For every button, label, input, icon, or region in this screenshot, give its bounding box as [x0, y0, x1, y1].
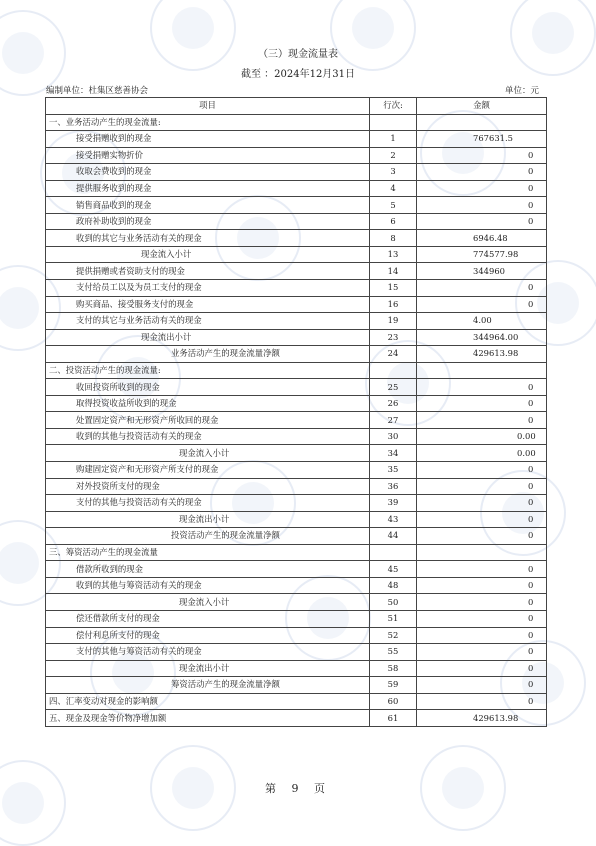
table-row: [46, 511, 547, 528]
row-amount: 774577.98: [417, 246, 547, 263]
row-item: 投资活动产生的现金流量净额: [46, 528, 370, 545]
row-line-no: 30: [370, 428, 417, 445]
row-amount: 0: [417, 197, 547, 214]
table-row: [46, 561, 547, 578]
row-item: 对外投资所支付的现金: [46, 478, 370, 495]
row-item: 收取会费收到的现金: [46, 164, 370, 181]
row-line-no: 6: [370, 213, 417, 230]
table-row: [46, 362, 547, 379]
table-row: [46, 610, 547, 627]
row-line-no: [370, 362, 417, 379]
row-line-no: 50: [370, 594, 417, 611]
row-amount: 0: [417, 296, 547, 313]
table-row: [46, 693, 547, 710]
table-row: [46, 213, 547, 230]
row-item: 五、现金及现金等价物净增加额: [46, 710, 370, 727]
table-row: [46, 577, 547, 594]
row-amount: 0: [417, 164, 547, 181]
row-item: 支付的其他与筹资活动有关的现金: [46, 644, 370, 661]
row-amount: 0.00: [417, 445, 547, 462]
row-item: 支付的其它与业务活动有关的现金: [46, 313, 370, 330]
currency-unit-label: 单位：元: [505, 86, 540, 96]
row-amount: 0: [417, 610, 547, 627]
row-amount: 4.00: [417, 313, 547, 330]
row-amount: [417, 362, 547, 379]
table-row: [46, 528, 547, 545]
row-line-no: 43: [370, 511, 417, 528]
table-row: [46, 428, 547, 445]
watermark-seal: [150, 0, 236, 71]
row-amount: 6946.48: [417, 230, 547, 247]
table-row: [46, 478, 547, 495]
row-item: 借款所收到的现金: [46, 561, 370, 578]
row-item: 购建固定资产和无形资产所支付的现金: [46, 462, 370, 479]
row-item: 现金流入小计: [46, 594, 370, 611]
row-item: 提供捐赠或者资助支付的现金: [46, 263, 370, 280]
row-amount: 429613.98: [417, 710, 547, 727]
row-line-no: 55: [370, 644, 417, 661]
row-line-no: 1: [370, 131, 417, 148]
row-line-no: 36: [370, 478, 417, 495]
row-line-no: 61: [370, 710, 417, 727]
row-item: 提供服务收到的现金: [46, 180, 370, 197]
table-row: [46, 114, 547, 131]
row-line-no: 60: [370, 693, 417, 710]
table-row: [46, 677, 547, 694]
table-row: [46, 395, 547, 412]
row-item: 收到的其他与投资活动有关的现金: [46, 428, 370, 445]
row-amount: 0: [417, 395, 547, 412]
row-line-no: 34: [370, 445, 417, 462]
table-row: [46, 627, 547, 644]
table-row: [46, 296, 547, 313]
row-item: 业务活动产生的现金流量净额: [46, 346, 370, 363]
row-amount: 0.00: [417, 428, 547, 445]
table-row: [46, 379, 547, 396]
table-row: [46, 462, 547, 479]
table-row: [46, 412, 547, 429]
row-amount: 0: [417, 561, 547, 578]
row-item: 现金流出小计: [46, 660, 370, 677]
row-amount: 767631.5: [417, 131, 547, 148]
row-amount: [417, 114, 547, 131]
table-header-row: [46, 98, 547, 115]
row-line-no: [370, 544, 417, 561]
row-line-no: 8: [370, 230, 417, 247]
row-amount: 0: [417, 412, 547, 429]
header-line-no: 行次:: [370, 98, 417, 115]
row-item: 筹资活动产生的现金流量净额: [46, 677, 370, 694]
row-amount: 0: [417, 180, 547, 197]
row-item: 四、汇率变动对现金的影响额: [46, 693, 370, 710]
row-item: 二、投资活动产生的现金流量:: [46, 362, 370, 379]
row-item: 收到的其他与筹资活动有关的现金: [46, 577, 370, 594]
row-item: 接受捐赠实物折价: [46, 147, 370, 164]
header-item: 项目: [46, 98, 370, 115]
table-row: [46, 313, 547, 330]
table-row: [46, 147, 547, 164]
row-item: 偿还借款所支付的现金: [46, 610, 370, 627]
table-row: [46, 495, 547, 512]
row-item: 接受捐赠收到的现金: [46, 131, 370, 148]
document-title: （三）现金流量表: [258, 49, 338, 60]
table-row: [46, 710, 547, 727]
table-row: [46, 131, 547, 148]
row-line-no: 59: [370, 677, 417, 694]
table-row: [46, 544, 547, 561]
row-amount: 0: [417, 660, 547, 677]
row-item: 销售商品收到的现金: [46, 197, 370, 214]
row-item: 处置固定资产和无形资产所收回的现金: [46, 412, 370, 429]
row-line-no: 3: [370, 164, 417, 181]
row-amount: 0: [417, 511, 547, 528]
row-item: 购买商品、接受服务支付的现金: [46, 296, 370, 313]
table-row: [46, 263, 547, 280]
row-line-no: 13: [370, 246, 417, 263]
row-item: 三、筹资活动产生的现金流量: [46, 544, 370, 561]
table-row: [46, 445, 547, 462]
row-line-no: 16: [370, 296, 417, 313]
row-amount: 0: [417, 213, 547, 230]
row-line-no: 2: [370, 147, 417, 164]
row-amount: 0: [417, 280, 547, 297]
row-line-no: 23: [370, 329, 417, 346]
report-date: 截至 ：2024年12月31日: [240, 69, 356, 80]
table-row: [46, 329, 547, 346]
row-line-no: 35: [370, 462, 417, 479]
row-line-no: [370, 114, 417, 131]
row-item: 一、业务活动产生的现金流量:: [46, 114, 370, 131]
row-item: 现金流入小计: [46, 445, 370, 462]
table-row: [46, 246, 547, 263]
watermark-seal: [0, 760, 66, 846]
row-line-no: 26: [370, 395, 417, 412]
row-line-no: 48: [370, 577, 417, 594]
header-amount: 金额: [417, 98, 547, 115]
row-item: 现金流出小计: [46, 511, 370, 528]
row-line-no: 24: [370, 346, 417, 363]
row-item: 收回投资所收到的现金: [46, 379, 370, 396]
row-line-no: 4: [370, 180, 417, 197]
organization-label: 编制单位：杜集区慈善协会: [46, 86, 149, 96]
row-line-no: 15: [370, 280, 417, 297]
row-amount: 0: [417, 693, 547, 710]
row-amount: 0: [417, 594, 547, 611]
table-row: [46, 594, 547, 611]
table-row: [46, 280, 547, 297]
row-line-no: 51: [370, 610, 417, 627]
table-row: [46, 644, 547, 661]
row-line-no: 39: [370, 495, 417, 512]
row-amount: 344960: [417, 263, 547, 280]
cash-flow-table: [45, 97, 547, 727]
table-row: [46, 230, 547, 247]
row-item: 支付给员工以及为员工支付的现金: [46, 280, 370, 297]
table-row: [46, 660, 547, 677]
table-row: [46, 164, 547, 181]
row-item: 支付的其他与投资活动有关的现金: [46, 495, 370, 512]
row-amount: 0: [417, 528, 547, 545]
row-line-no: 19: [370, 313, 417, 330]
row-item: 现金流入小计: [46, 246, 370, 263]
row-line-no: 58: [370, 660, 417, 677]
row-amount: 0: [417, 495, 547, 512]
row-item: 政府补助收到的现金: [46, 213, 370, 230]
watermark-seal: [330, 0, 416, 71]
row-amount: 0: [417, 644, 547, 661]
row-amount: 0: [417, 462, 547, 479]
row-amount: 0: [417, 577, 547, 594]
row-amount: 344964.00: [417, 329, 547, 346]
row-line-no: 44: [370, 528, 417, 545]
row-amount: 0: [417, 627, 547, 644]
row-line-no: 25: [370, 379, 417, 396]
row-item: 取得投资收益所收到的现金: [46, 395, 370, 412]
row-amount: 0: [417, 677, 547, 694]
table-row: [46, 197, 547, 214]
row-item: 现金流出小计: [46, 329, 370, 346]
table-row: [46, 346, 547, 363]
row-line-no: 5: [370, 197, 417, 214]
row-amount: 0: [417, 379, 547, 396]
table-row: [46, 180, 547, 197]
row-item: 收到的其它与业务活动有关的现金: [46, 230, 370, 247]
row-amount: 0: [417, 147, 547, 164]
row-line-no: 45: [370, 561, 417, 578]
row-amount: 429613.98: [417, 346, 547, 363]
row-line-no: 14: [370, 263, 417, 280]
row-line-no: 52: [370, 627, 417, 644]
row-amount: 0: [417, 478, 547, 495]
row-amount: [417, 544, 547, 561]
page-number: 第 9 页: [265, 782, 331, 795]
row-item: 偿付利息所支付的现金: [46, 627, 370, 644]
row-line-no: 27: [370, 412, 417, 429]
